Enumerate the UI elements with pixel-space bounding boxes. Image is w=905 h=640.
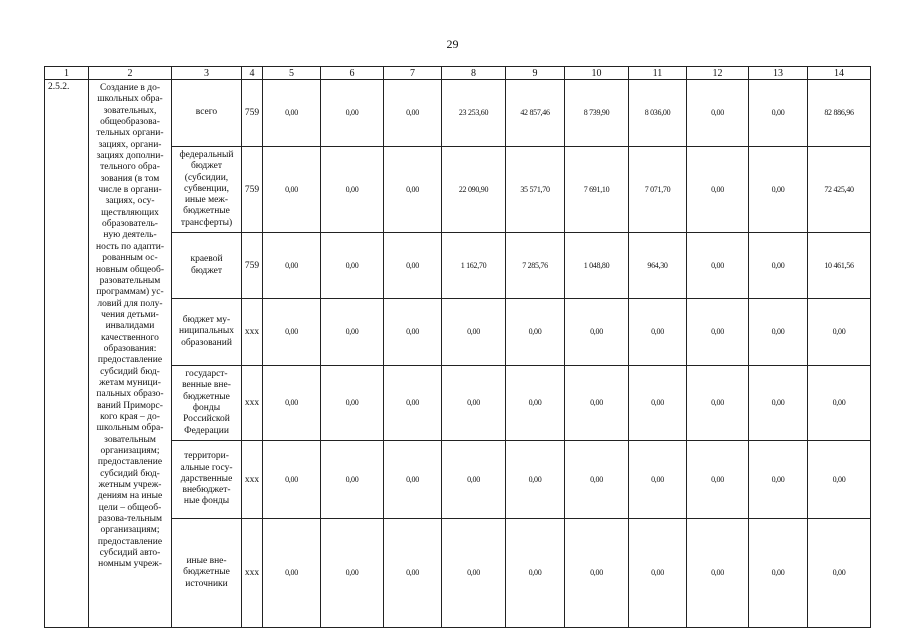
value-cell: 0,00 xyxy=(687,147,749,233)
value-cell: 0,00 xyxy=(442,299,506,366)
value-cell: 0,00 xyxy=(384,519,442,628)
value-cell: 8 036,00 xyxy=(629,80,687,147)
item-name xyxy=(89,80,172,628)
column-header: 9 xyxy=(506,67,565,80)
column-header: 10 xyxy=(565,67,629,80)
item-name-line: ловий для полу- xyxy=(97,298,163,309)
funding-source-line: (субсидии, xyxy=(184,172,229,183)
funding-source xyxy=(172,366,242,441)
budget-code: 759 xyxy=(242,80,263,147)
value-cell: 7 285,76 xyxy=(506,233,565,299)
budget-code: xxx xyxy=(242,299,263,366)
funding-source xyxy=(172,147,242,233)
value-cell: 0,00 xyxy=(629,366,687,441)
value-cell: 0,00 xyxy=(506,441,565,519)
value-cell: 0,00 xyxy=(565,441,629,519)
value-cell: 0,00 xyxy=(442,519,506,628)
value-cell: 0,00 xyxy=(749,441,808,519)
page-number: 29 xyxy=(446,37,459,51)
value-cell: 42 857,46 xyxy=(506,80,565,147)
item-name-line: организациям; xyxy=(100,446,160,456)
item-index: 2.5.2. xyxy=(45,80,89,628)
item-name-line: ную деятель- xyxy=(103,230,157,241)
funding-source-line: венные вне- xyxy=(182,380,231,391)
funding-source-line: Федерации xyxy=(184,425,229,436)
value-cell: 0,00 xyxy=(749,80,808,147)
item-name-line: жетам муници- xyxy=(99,377,161,388)
value-cell: 23 253,60 xyxy=(442,80,506,147)
column-header: 7 xyxy=(384,67,442,80)
funding-source-line: альные госу- xyxy=(180,462,233,473)
item-name-line: организациям; xyxy=(100,525,160,536)
funding-source-line: бюджетные xyxy=(183,206,230,217)
value-cell: 35 571,70 xyxy=(506,147,565,233)
value-cell: 0,00 xyxy=(687,519,749,628)
value-cell: 0,00 xyxy=(629,519,687,628)
column-header: 12 xyxy=(687,67,749,80)
funding-source-line: всего xyxy=(195,107,218,118)
value-cell: 0,00 xyxy=(321,299,384,366)
funding-source-line: иные меж- xyxy=(184,195,229,206)
value-cell: 0,00 xyxy=(629,441,687,519)
value-cell: 0,00 xyxy=(263,147,321,233)
funding-source-line: краевой xyxy=(190,254,223,265)
funding-source-line: фонды xyxy=(192,403,221,413)
funding-source-line: бюджетные xyxy=(183,391,230,402)
value-cell: 0,00 xyxy=(321,80,384,147)
item-name-line: чения детьми- xyxy=(101,309,159,320)
item-name-line: школьных обра- xyxy=(97,94,163,105)
budget-table xyxy=(44,66,871,628)
funding-source-line: иные вне- xyxy=(186,556,227,567)
funding-source-line: внебюджет- xyxy=(182,485,231,496)
value-cell: 1 048,80 xyxy=(565,233,629,299)
header-row xyxy=(45,67,871,80)
budget-code: xxx xyxy=(242,519,263,628)
value-cell: 0,00 xyxy=(749,147,808,233)
value-cell: 0,00 xyxy=(565,366,629,441)
item-name-line: школьным обра- xyxy=(96,423,164,434)
item-name-line: предоставление xyxy=(97,536,163,547)
value-cell: 0,00 xyxy=(384,147,442,233)
value-cell: 7 691,10 xyxy=(565,147,629,233)
value-cell: 0,00 xyxy=(506,366,565,441)
value-cell: 0,00 xyxy=(687,299,749,366)
value-cell: 0,00 xyxy=(808,299,871,366)
funding-source-line: территори- xyxy=(184,451,229,462)
value-cell: 0,00 xyxy=(808,519,871,628)
item-name-line: разовательным xyxy=(99,275,161,286)
value-cell: 0,00 xyxy=(263,441,321,519)
funding-source xyxy=(172,441,242,519)
budget-code: 759 xyxy=(242,147,263,233)
item-name-line: общеобразова- xyxy=(100,117,160,128)
value-cell: 0,00 xyxy=(263,299,321,366)
item-name-line: кого края – до- xyxy=(100,411,160,422)
item-name-line: зования (в том xyxy=(100,173,160,184)
value-cell: 0,00 xyxy=(687,441,749,519)
item-name-line: зациях, осу- xyxy=(105,196,155,207)
item-name-line: числе в органи- xyxy=(98,185,162,196)
funding-source-line: субвенции, xyxy=(184,183,229,194)
value-cell: 0,00 xyxy=(442,441,506,519)
value-cell: 0,00 xyxy=(384,299,442,366)
funding-source-line: дарственные xyxy=(180,473,233,484)
column-header: 5 xyxy=(263,67,321,80)
item-name-line: номным учреж- xyxy=(98,559,162,570)
value-cell: 10 461,56 xyxy=(808,233,871,299)
item-name-line: предоставление xyxy=(97,355,163,366)
item-name-line: разова-тельным xyxy=(97,514,163,525)
value-cell: 0,00 xyxy=(263,366,321,441)
item-name-line: субсидий авто- xyxy=(99,548,161,559)
funding-source-line: бюджет xyxy=(190,161,223,172)
value-cell: 0,00 xyxy=(687,366,749,441)
item-name-line: субсидий бюд- xyxy=(100,468,160,479)
budget-code: 759 xyxy=(242,233,263,299)
value-cell: 0,00 xyxy=(687,233,749,299)
item-name-line: зациях дополни- xyxy=(96,151,164,162)
value-cell: 0,00 xyxy=(749,366,808,441)
value-cell: 0,00 xyxy=(687,80,749,147)
value-cell: 0,00 xyxy=(263,519,321,628)
value-cell: 0,00 xyxy=(565,519,629,628)
funding-source-line: бюджет xyxy=(190,265,223,276)
funding-source-line: трансферты) xyxy=(180,217,233,228)
value-cell: 82 886,96 xyxy=(808,80,871,147)
value-cell: 0,00 xyxy=(321,366,384,441)
value-cell: 0,00 xyxy=(506,519,565,628)
item-name-line: Создание в до- xyxy=(99,83,161,93)
value-cell: 0,00 xyxy=(384,233,442,299)
funding-source-line: источники xyxy=(185,578,228,589)
item-name-line: зациях, органи- xyxy=(98,139,162,150)
funding-source-line: образований xyxy=(181,337,232,348)
funding-source xyxy=(172,519,242,628)
value-cell: 0,00 xyxy=(384,366,442,441)
item-name-line: образователь- xyxy=(102,219,158,230)
funding-source xyxy=(172,233,242,299)
value-cell: 0,00 xyxy=(442,366,506,441)
value-cell: 0,00 xyxy=(749,299,808,366)
item-name-line: субсидий бюд- xyxy=(100,366,160,377)
value-cell: 0,00 xyxy=(808,441,871,519)
value-cell: 0,00 xyxy=(749,233,808,299)
value-cell: 0,00 xyxy=(263,233,321,299)
value-cell: 964,30 xyxy=(629,233,687,299)
value-cell: 0,00 xyxy=(263,80,321,147)
value-cell: 0,00 xyxy=(749,519,808,628)
value-cell: 0,00 xyxy=(321,519,384,628)
item-name-line: рованным ос- xyxy=(102,253,158,264)
column-header: 14 xyxy=(808,67,871,80)
item-name-line: пальных образо- xyxy=(96,389,164,400)
item-name-line: программам) ус- xyxy=(96,287,164,298)
funding-source xyxy=(172,299,242,366)
funding-source-line: Российской xyxy=(183,414,230,425)
value-cell: 0,00 xyxy=(565,299,629,366)
item-name-line: дениям на иные xyxy=(97,491,163,502)
item-name-line: тельного обра- xyxy=(100,162,160,173)
funding-source-line: ные фонды xyxy=(183,496,230,507)
funding-source-line: бюджетные xyxy=(183,567,230,578)
item-name-line: жетным учреж- xyxy=(98,480,162,491)
column-header: 8 xyxy=(442,67,506,80)
column-header: 4 xyxy=(242,67,263,80)
item-name-line: новным общеоб- xyxy=(95,264,165,275)
table-row xyxy=(45,80,871,147)
item-name-line: ваний Приморс- xyxy=(97,400,163,411)
item-name-line: инвалидами xyxy=(105,321,155,332)
value-cell: 7 071,70 xyxy=(629,147,687,233)
column-header: 3 xyxy=(172,67,242,80)
column-header: 2 xyxy=(89,67,172,80)
funding-source-line: ниципальных xyxy=(178,326,234,337)
item-name-line: тельных органи- xyxy=(96,128,164,139)
value-cell: 8 739,90 xyxy=(565,80,629,147)
budget-code: xxx xyxy=(242,441,263,519)
value-cell: 0,00 xyxy=(321,441,384,519)
item-name-line: цели – общеоб- xyxy=(98,502,162,513)
value-cell: 0,00 xyxy=(321,147,384,233)
item-name-line: зовательных, xyxy=(103,105,157,116)
value-cell: 0,00 xyxy=(384,80,442,147)
funding-source xyxy=(172,80,242,147)
value-cell: 0,00 xyxy=(384,441,442,519)
value-cell: 0,00 xyxy=(321,233,384,299)
funding-source-line: бюджет му- xyxy=(182,315,231,326)
funding-source-line: федеральный xyxy=(179,149,234,160)
column-header: 6 xyxy=(321,67,384,80)
funding-source-line: государст- xyxy=(185,369,228,380)
item-name-line: качественного xyxy=(101,332,159,343)
value-cell: 1 162,70 xyxy=(442,233,506,299)
column-header: 11 xyxy=(629,67,687,80)
column-header: 1 xyxy=(45,67,89,80)
budget-code: xxx xyxy=(242,366,263,441)
item-name-line: ность по адапти- xyxy=(96,241,164,252)
item-name-line: образования: xyxy=(103,343,157,354)
item-name-line: предоставление xyxy=(97,457,163,468)
value-cell: 0,00 xyxy=(629,299,687,366)
item-name-line: зовательным xyxy=(104,434,156,445)
column-header: 13 xyxy=(749,67,808,80)
value-cell: 0,00 xyxy=(506,299,565,366)
value-cell: 22 090,90 xyxy=(442,147,506,233)
item-name-line: ществляющих xyxy=(101,207,159,218)
value-cell: 72 425,40 xyxy=(808,147,871,233)
value-cell: 0,00 xyxy=(808,366,871,441)
